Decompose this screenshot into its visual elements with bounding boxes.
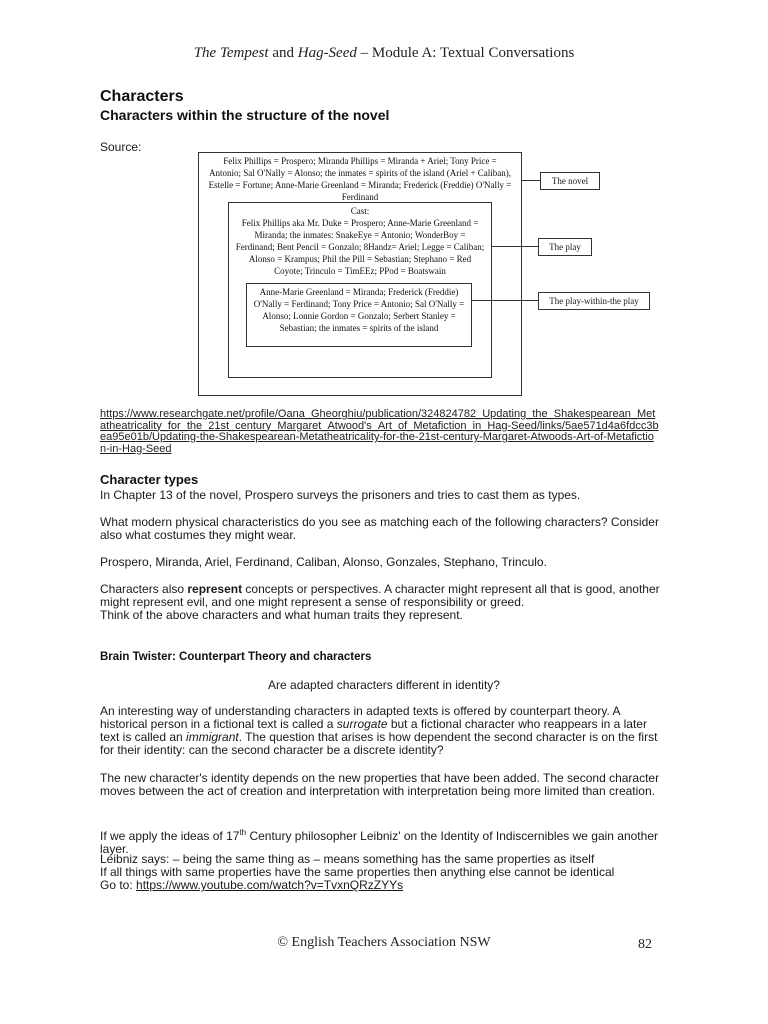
bt-p1-immigrant: immigrant: [186, 730, 239, 744]
label-the-play: The play: [538, 238, 592, 256]
bt-p1-c: . The question that arises is how dependent the second character is on the first for their identity: can the second character be a discrete identity?: [100, 730, 658, 757]
section-title: Characters: [100, 88, 184, 105]
footer-copyright: © English Teachers Association NSW: [277, 935, 491, 950]
character-types-p2: What modern physical characteristics do you see as matching each of the following characters? Consider also what costumes they might wear.: [100, 515, 659, 542]
label-play-within-play: The play-within-the play: [538, 292, 650, 310]
character-types-heading: Character types: [100, 472, 199, 487]
bt-goto-label: Go to:: [100, 878, 137, 892]
p4-text-b: concepts or perspectives. A character might represent all that is good, another might represent evil, and one might represent a sense of responsibility or greed.: [100, 582, 660, 609]
diagram-play-text: Felix Phillips aka Mr. Duke = Prospero; Anne-Marie Greenland = Miranda; the inmates: SnakeEye = Antonio; WonderBoy = Ferdinand; Bent Pencil = Gonzalo; 8Handz= Ariel; Legge = Caliban; Alonso = Krampus; Phil the Pill = Sebastian; Stephano = Red Coyote; Trinculo = TimEEz; PPod = Boatswain: [235, 218, 485, 276]
connector-play: [492, 246, 538, 247]
brain-twister-p2: The new character's identity depends on the new properties that have been added. The second character moves between the act of creation and interpretation with interpretation being more limited than creation.: [100, 771, 660, 798]
header-title-hagseed: Hag-Seed: [297, 45, 357, 61]
bt-p1-a: An interesting way of understanding characters in adapted texts is offered by counterpart theory. A historical person in a fictional text is called a: [100, 704, 620, 731]
bt-p3-a: If we apply the ideas of 17: [100, 829, 240, 843]
character-types-p4: [100, 583, 660, 622]
label-the-novel: The novel: [540, 172, 600, 190]
bt-p1-b: but a fictional character who reappears in a later text is called an: [100, 717, 647, 744]
character-types-p1: In Chapter 13 of the novel, Prospero surveys the prisoners and tries to cast them as types.: [100, 488, 581, 502]
brain-twister-p4: Leibniz says: – being the same thing as – means something has the same properties as itself: [100, 852, 595, 866]
p4-text-a: Characters also: [100, 582, 188, 596]
brain-twister-question: Are adapted characters different in identity?: [268, 678, 500, 692]
p4-bold-represent: represent: [187, 582, 243, 596]
header-rest: – Module A: Textual Conversations: [356, 45, 575, 61]
diagram-pwp-text: Anne-Marie Greenland = Miranda; Frederick (Freddie) O'Nally = Ferdinand; Tony Price = Antonio; Sal O'Nally = Alonso; Lonnie Gordon = Gonzalo; Serbert Stanley = Sebastian; the inmates = spirits of the island: [253, 287, 465, 333]
youtube-link[interactable]: https://www.youtube.com/watch?v=TvxnQRzZYYs: [136, 878, 404, 892]
bt-p1-surrogate: surrogate: [336, 717, 388, 731]
diagram-cast-title: Cast:: [350, 206, 370, 216]
source-label: Source:: [100, 140, 142, 154]
character-types-p3: Prospero, Miranda, Ariel, Ferdinand, Caliban, Alonso, Gonzales, Stephano, Trinculo.: [100, 555, 547, 569]
diagram-play-within-play-box: [246, 283, 472, 347]
connector-novel: [522, 180, 540, 181]
brain-twister-p1: [100, 705, 660, 757]
diagram-novel-text: Felix Phillips = Prospero; Miranda Phillips = Miranda + Ariel; Tony Price = Antonio; Sal O'Nally = Alonso; the inmates = spirits of the island (Ariel + Caliban), Estelle = Fortune; Anne-Marie Greenland = Miranda; Frederick (Freddie) O'Nally = Ferdinand: [208, 156, 512, 202]
header-title-tempest: The Tempest: [193, 45, 269, 61]
section-subtitle: Characters within the structure of the novel: [100, 107, 390, 123]
header-and: and: [268, 45, 298, 61]
page-number: 82: [638, 937, 652, 952]
bt-p3-sup: th: [239, 828, 247, 837]
source-url-link[interactable]: https://www.researchgate.net/profile/Oana_Gheorghiu/publication/324824782_Updating_the_Shakespearean_Metatheatricality_for_the_21st_century_Margaret_Atwood's_Art_of_Metafiction_in_Hag-Seed/links/5ae571d4a6fdcc3bea95e01b/Updating-the-Shakespearean-Metatheatricality-for-the-21st-century-Margaret-Atwoods-Art-of-Metafiction-in-Hag-Seed: [100, 408, 659, 455]
brain-twister-p5: If all things with same properties have the same properties then anything else cannot be identical: [100, 865, 615, 879]
page-header: [0, 45, 768, 62]
p4-text-c: Think of the above characters and what human traits they represent.: [100, 608, 463, 622]
brain-twister-heading: Brain Twister: Counterpart Theory and characters: [100, 651, 372, 663]
bt-p3-b: Century philosopher Leibniz' on the Identity of Indiscernibles we gain another layer.: [100, 829, 658, 856]
brain-twister-p6: [100, 879, 660, 892]
connector-pwp: [472, 300, 538, 301]
